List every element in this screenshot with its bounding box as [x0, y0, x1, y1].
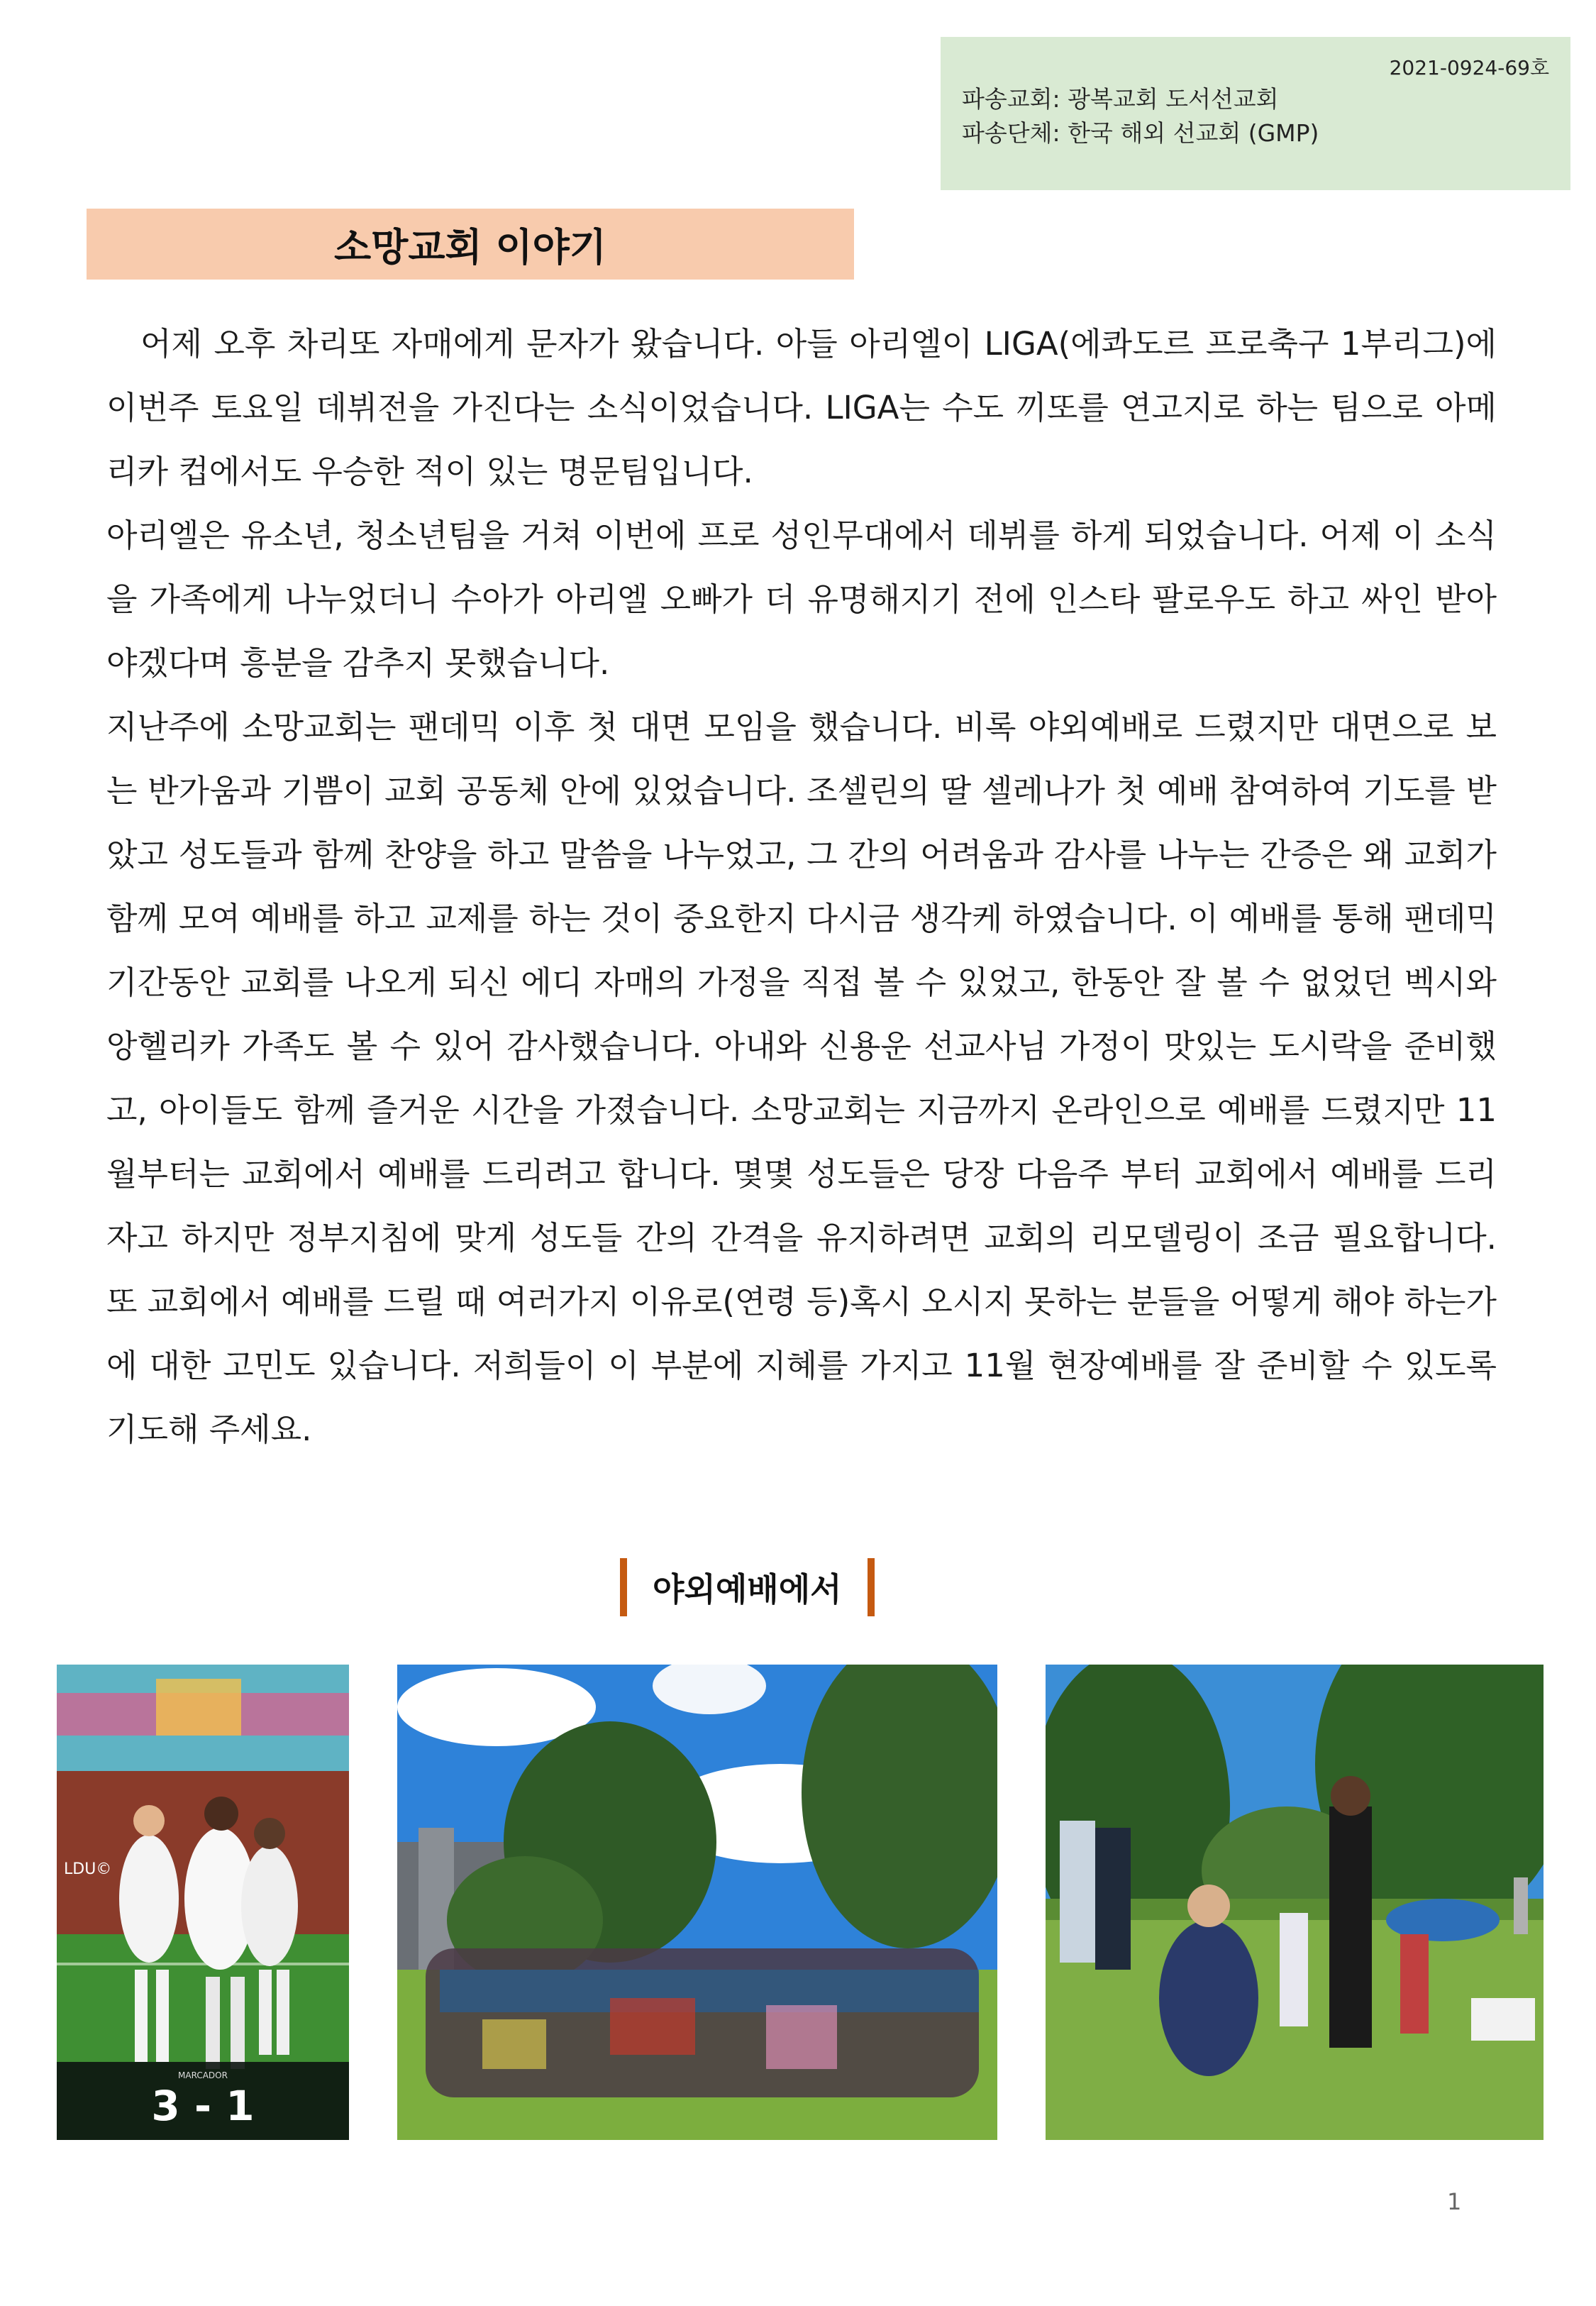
scoreboard-score: 3 - 1 — [151, 2082, 255, 2130]
photo-caption-text: 야외예배에서 — [653, 1570, 842, 1609]
outdoor-worship-photo — [1046, 1665, 1544, 2140]
caption-right-bar — [868, 1558, 875, 1616]
article-body — [106, 312, 1497, 1462]
sending-church: 파송교회: 광복교회 도서선교회 — [962, 85, 1279, 113]
page-number: 1 — [1447, 2188, 1462, 2215]
caption-left-bar — [620, 1558, 627, 1616]
sending-organization: 파송단체: 한국 해외 선교회 (GMP) — [962, 119, 1319, 147]
page-title: 소망교회 이야기 — [334, 224, 606, 270]
title-banner — [87, 209, 854, 280]
photo-caption — [620, 1558, 875, 1616]
scoreboard-label: MARCADOR — [178, 2070, 228, 2080]
issue-number: 2021-0924-69호 — [1389, 56, 1549, 79]
group-photo — [397, 1665, 997, 2140]
sender-info-box — [941, 37, 1570, 190]
soccer-debut-photo — [57, 1665, 349, 2140]
paragraph-2: 아리엘은 유소년, 청소년팀을 거쳐 이번에 프로 성인무대에서 데뷔를 하게 되었습니다. 어제 이 소식을 가족에게 나누었더니 수아가 아리엘 오빠가 더 유명해지기 전에 인스타 팔로우도 하고 싸인 받아야겠다며 흥분을 감추지 못했습니다. — [106, 517, 1497, 682]
photo-watermark: LDU© — [64, 1860, 112, 1878]
paragraph-1: 어제 오후 차리또 자매에게 문자가 왔습니다. 아들 아리엘이 LIGA(에콰도르 프로축구 1부리그)에 이번주 토요일 데뷔전을 가진다는 소식이었습니다. LIGA는 수도 끼또를 연고지로 하는 팀으로 아메리카 컵에서도 우승한 적이 있는 명문팀입니다. — [106, 325, 1497, 490]
paragraph-3: 지난주에 소망교회는 팬데믹 이후 첫 대면 모임을 했습니다. 비록 야외예배로 드렸지만 대면으로 보는 반가움과 기쁨이 교회 공동체 안에 있었습니다. 조셀린의 딸 셀레나가 첫 예배 참여하여 기도를 받았고 성도들과 함께 찬양을 하고 말씀을 나누었고, 그 간의 어려움과 감사를 나누는 간증은 왜 교회가 함께 모여 예배를 하고 교제를 하는 것이 중요한지 다시금 생각케 하였습니다. 이 예배를 통해 팬데믹 기간동안 교회를 나오게 되신 에디 자매의 가정을 직접 볼 수 있었고, 한동안 잘 볼 수 없었던 벡시와 앙헬리카 가족도 볼 수 있어 감사했습니다. 아내와 신용운 선교사님 가정이 맛있는 도시락을 준비했고, 아이들도 함께 즐거운 시간을 가졌습니다. 소망교회는 지금까지 온라인으로 예배를 드렸지만 11월부터는 교회에서 예배를 드리려고 합니다. 몇몇 성도들은 당장 다음주 부터 교회에서 예배를 드리자고 하지만 정부지침에 맞게 성도들 간의 간격을 유지하려면 교회의 리모델링이 조금 필요합니다. 또 교회에서 예배를 드릴 때 여러가지 이유로(연령 등)혹시 오시지 못하는 분들을 어떻게 해야 하는가에 대한 고민도 있습니다. 저희들이 이 부분에 지혜를 가지고 11월 현장예배를 잘 준비할 수 있도록 기도해 주세요. — [106, 708, 1497, 1448]
